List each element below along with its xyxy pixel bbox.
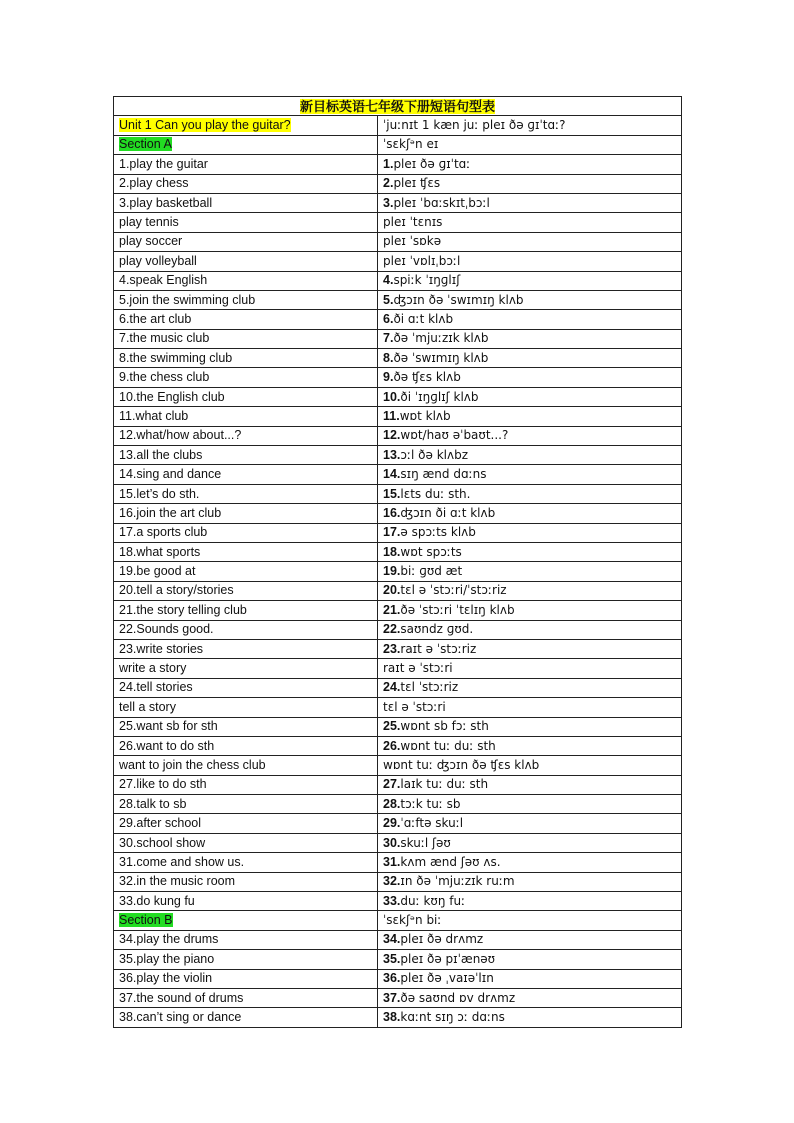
phonetic-transcription: ʤɔɪn ðə ˈswɪmɪŋ klʌb bbox=[393, 292, 524, 307]
english-phrase: 28.talk to sb bbox=[119, 796, 187, 811]
item-number: 4. bbox=[383, 273, 394, 288]
english-phrase-cell bbox=[114, 930, 378, 949]
table-row bbox=[114, 872, 682, 891]
phonetic-cell bbox=[378, 717, 682, 736]
phonetic-cell bbox=[378, 736, 682, 755]
unit-title: Unit 1 Can you play the guitar? bbox=[119, 118, 291, 133]
phonetic-transcription: kʌm ænd ʃəʊ ʌs. bbox=[400, 854, 501, 869]
phonetic-transcription: ə spɔːts klʌb bbox=[400, 525, 476, 540]
english-phrase-cell bbox=[114, 581, 378, 600]
phonetic-transcription: wɒnt tuː duː sth bbox=[400, 738, 496, 753]
phonetic-transcription: ˈsɛkʃᵊn eɪ bbox=[383, 137, 439, 152]
english-phrase: want to join the chess club bbox=[119, 757, 266, 772]
phonetic-cell bbox=[378, 465, 682, 484]
english-phrase: 34.play the drums bbox=[119, 932, 219, 947]
table-row bbox=[114, 833, 682, 852]
english-phrase: play volleyball bbox=[119, 253, 197, 268]
english-phrase-cell bbox=[114, 678, 378, 697]
item-number: 35. bbox=[383, 951, 401, 966]
table-row bbox=[114, 795, 682, 814]
item-number: 26. bbox=[383, 738, 401, 753]
phonetic-cell bbox=[378, 271, 682, 290]
table-row bbox=[114, 174, 682, 193]
item-number: 34. bbox=[383, 932, 401, 947]
phonetic-cell bbox=[378, 310, 682, 329]
phonetic-cell bbox=[378, 814, 682, 833]
english-phrase-cell bbox=[114, 349, 378, 368]
english-phrase-cell bbox=[114, 252, 378, 271]
phonetic-transcription: ðə ˈswɪmɪŋ klʌb bbox=[393, 350, 489, 365]
item-number: 36. bbox=[383, 971, 401, 986]
phonetic-transcription: wɒnt sb fɔː sth bbox=[400, 719, 489, 734]
english-phrase: 22.Sounds good. bbox=[119, 622, 214, 637]
item-number: 30. bbox=[383, 835, 401, 850]
english-phrase: 30.school show bbox=[119, 835, 206, 850]
english-phrase-cell bbox=[114, 601, 378, 620]
item-number: 10. bbox=[383, 389, 401, 404]
phonetic-cell bbox=[378, 155, 682, 174]
phonetic-cell bbox=[378, 368, 682, 387]
table-row bbox=[114, 407, 682, 426]
table-title bbox=[114, 97, 682, 116]
table-row bbox=[114, 446, 682, 465]
english-phrase-cell bbox=[114, 193, 378, 212]
phonetic-cell bbox=[378, 698, 682, 717]
phonetic-transcription: ʤɔɪn ði ɑːt klʌb bbox=[400, 505, 496, 520]
phonetic-cell bbox=[378, 213, 682, 232]
english-phrase-cell bbox=[114, 116, 378, 135]
english-phrase: 21.the story telling club bbox=[119, 602, 247, 617]
item-number: 12. bbox=[383, 428, 401, 443]
phonetic-cell bbox=[378, 542, 682, 561]
phonetic-cell bbox=[378, 639, 682, 658]
phonetic-transcription: tɔːk tuː sb bbox=[400, 796, 461, 811]
item-number: 16. bbox=[383, 505, 401, 520]
phonetic-cell bbox=[378, 872, 682, 891]
item-number: 11. bbox=[383, 408, 400, 423]
phonetic-transcription: pleɪ ðə pɪˈænəʊ bbox=[400, 951, 496, 966]
phonetic-transcription: laɪk tuː duː sth bbox=[400, 777, 489, 792]
english-phrase: 17.a sports club bbox=[119, 525, 208, 540]
phonetic-transcription: pleɪ ˈsɒkə bbox=[383, 234, 442, 249]
phonetic-cell bbox=[378, 775, 682, 794]
table-row bbox=[114, 639, 682, 658]
phonetic-cell bbox=[378, 988, 682, 1007]
item-number: 22. bbox=[383, 622, 401, 637]
item-number: 3. bbox=[383, 195, 394, 210]
table-row bbox=[114, 349, 682, 368]
phonetic-transcription: pleɪ ðə ˌvaɪəˈlɪn bbox=[400, 971, 494, 986]
phonetic-cell bbox=[378, 562, 682, 581]
english-phrase-cell bbox=[114, 271, 378, 290]
table-row bbox=[114, 368, 682, 387]
phonetic-transcription: lɛts duː sth. bbox=[400, 486, 471, 501]
item-number: 14. bbox=[383, 467, 401, 482]
english-phrase-cell bbox=[114, 542, 378, 561]
phrase-table-body bbox=[114, 97, 682, 1028]
item-number: 37. bbox=[383, 990, 401, 1005]
english-phrase-cell bbox=[114, 620, 378, 639]
item-number: 29. bbox=[383, 816, 401, 831]
table-row bbox=[114, 213, 682, 232]
phonetic-transcription: wɒnt tuː ʤɔɪn ðə ʧɛs klʌb bbox=[383, 757, 540, 772]
table-row bbox=[114, 678, 682, 697]
english-phrase: 32.in the music room bbox=[119, 874, 236, 889]
title-row bbox=[114, 97, 682, 116]
section-label: Section A bbox=[119, 137, 172, 152]
item-number: 8. bbox=[383, 350, 394, 365]
phonetic-cell bbox=[378, 407, 682, 426]
english-phrase: 6.the art club bbox=[119, 311, 192, 326]
item-number: 23. bbox=[383, 641, 401, 656]
english-phrase-cell bbox=[114, 969, 378, 988]
english-phrase-cell bbox=[114, 717, 378, 736]
english-phrase-cell bbox=[114, 562, 378, 581]
item-number: 5. bbox=[383, 292, 394, 307]
phonetic-transcription: raɪt ə ˈstɔːriz bbox=[400, 641, 477, 656]
phonetic-transcription: ðə saʊnd ɒv drʌmz bbox=[400, 990, 516, 1005]
phonetic-cell bbox=[378, 892, 682, 911]
phonetic-transcription: ɪn ðə ˈmjuːzɪk ruːm bbox=[400, 874, 515, 889]
phonetic-cell bbox=[378, 853, 682, 872]
english-phrase: 25.want sb for sth bbox=[119, 719, 218, 734]
table-row bbox=[114, 329, 682, 348]
english-phrase-cell bbox=[114, 465, 378, 484]
item-number: 15. bbox=[383, 486, 401, 501]
phonetic-transcription: skuːl ʃəʊ bbox=[400, 835, 451, 850]
table-row bbox=[114, 290, 682, 309]
english-phrase: 11.what club bbox=[119, 408, 189, 423]
english-phrase-cell bbox=[114, 892, 378, 911]
english-phrase-cell bbox=[114, 950, 378, 969]
english-phrase: 33.do kung fu bbox=[119, 893, 195, 908]
phonetic-cell bbox=[378, 174, 682, 193]
english-phrase-cell bbox=[114, 756, 378, 775]
phonetic-transcription: tɛl ə ˈstɔːri bbox=[383, 699, 446, 714]
english-phrase-cell bbox=[114, 155, 378, 174]
phonetic-transcription: pleɪ ðə ɡɪˈtɑː bbox=[393, 156, 471, 171]
phonetic-cell bbox=[378, 756, 682, 775]
phonetic-transcription: ˈɑːftə skuːl bbox=[400, 816, 464, 831]
phonetic-transcription: ˈsɛkʃᵊn biː bbox=[383, 913, 442, 928]
english-phrase: 36.play the violin bbox=[119, 971, 213, 986]
english-phrase: 12.what/how about...? bbox=[119, 428, 242, 443]
unit-header-row bbox=[114, 116, 682, 135]
phonetic-transcription: wɒt/haʊ əˈbaʊt...? bbox=[400, 428, 509, 443]
table-row bbox=[114, 504, 682, 523]
phonetic-cell bbox=[378, 329, 682, 348]
phonetic-cell bbox=[378, 446, 682, 465]
item-number: 6. bbox=[383, 311, 394, 326]
table-row bbox=[114, 387, 682, 406]
item-number: 9. bbox=[383, 370, 394, 385]
english-phrase-cell bbox=[114, 639, 378, 658]
english-phrase-cell bbox=[114, 407, 378, 426]
table-row bbox=[114, 950, 682, 969]
table-row bbox=[114, 717, 682, 736]
english-phrase-cell bbox=[114, 1008, 378, 1027]
english-phrase-cell bbox=[114, 232, 378, 251]
phonetic-cell bbox=[378, 911, 682, 930]
phonetic-transcription: pleɪ ˈbɑːskɪtˌbɔːl bbox=[393, 195, 490, 210]
table-row bbox=[114, 426, 682, 445]
phonetic-transcription: ðə ʧɛs klʌb bbox=[393, 370, 461, 385]
phonetic-transcription: ði ˈɪŋɡlɪʃ klʌb bbox=[400, 389, 479, 404]
english-phrase: 13.all the clubs bbox=[119, 447, 203, 462]
english-phrase-cell bbox=[114, 213, 378, 232]
item-number: 20. bbox=[383, 583, 401, 598]
table-row bbox=[114, 155, 682, 174]
english-phrase: 9.the chess club bbox=[119, 370, 210, 385]
table-row bbox=[114, 1008, 682, 1027]
english-phrase-cell bbox=[114, 775, 378, 794]
table-row bbox=[114, 930, 682, 949]
phonetic-cell bbox=[378, 116, 682, 135]
english-phrase: play soccer bbox=[119, 234, 183, 249]
section-header-row bbox=[114, 911, 682, 930]
table-row bbox=[114, 465, 682, 484]
english-phrase: 38.can’t sing or dance bbox=[119, 1010, 242, 1025]
phonetic-transcription: duː kʊŋ fuː bbox=[400, 893, 466, 908]
english-phrase: 37.the sound of drums bbox=[119, 990, 244, 1005]
phonetic-cell bbox=[378, 833, 682, 852]
table-row bbox=[114, 232, 682, 251]
item-number: 17. bbox=[383, 525, 401, 540]
english-phrase: 31.come and show us. bbox=[119, 854, 245, 869]
table-row bbox=[114, 892, 682, 911]
english-phrase: 15.let’s do sth. bbox=[119, 486, 200, 501]
phonetic-transcription: biː ɡʊd æt bbox=[400, 564, 463, 579]
english-phrase: 24.tell stories bbox=[119, 680, 193, 695]
english-phrase-cell bbox=[114, 290, 378, 309]
table-row bbox=[114, 193, 682, 212]
english-phrase-cell bbox=[114, 426, 378, 445]
item-number: 13. bbox=[383, 447, 401, 462]
phonetic-cell bbox=[378, 930, 682, 949]
table-row bbox=[114, 814, 682, 833]
english-phrase-cell bbox=[114, 795, 378, 814]
phonetic-transcription: ðə ˈmjuːzɪk klʌb bbox=[393, 331, 489, 346]
english-phrase: 18.what sports bbox=[119, 544, 201, 559]
english-phrase-cell bbox=[114, 833, 378, 852]
english-phrase: 29.after school bbox=[119, 816, 201, 831]
table-row bbox=[114, 542, 682, 561]
table-row bbox=[114, 601, 682, 620]
phonetic-transcription: ði ɑːt klʌb bbox=[393, 311, 454, 326]
english-phrase: 7.the music club bbox=[119, 331, 210, 346]
phonetic-transcription: kɑːnt sɪŋ ɔː dɑːns bbox=[400, 1010, 505, 1025]
item-number: 25. bbox=[383, 719, 401, 734]
english-phrase-cell bbox=[114, 872, 378, 891]
english-phrase-cell bbox=[114, 988, 378, 1007]
table-row bbox=[114, 581, 682, 600]
phonetic-transcription: tɛl ə ˈstɔːri/ˈstɔːriz bbox=[400, 583, 507, 598]
item-number: 19. bbox=[383, 564, 401, 579]
item-number: 27. bbox=[383, 777, 401, 792]
phonetic-cell bbox=[378, 659, 682, 678]
phonetic-transcription: pleɪ ʧɛs bbox=[393, 176, 441, 191]
table-row bbox=[114, 853, 682, 872]
phonetic-cell bbox=[378, 678, 682, 697]
phonetic-cell bbox=[378, 349, 682, 368]
english-phrase: 8.the swimming club bbox=[119, 350, 233, 365]
english-phrase-cell bbox=[114, 911, 378, 930]
phonetic-cell bbox=[378, 426, 682, 445]
item-number: 32. bbox=[383, 874, 401, 889]
phonetic-transcription: spiːk ˈɪŋɡlɪʃ bbox=[393, 273, 461, 288]
english-phrase: 27.like to do sth bbox=[119, 777, 207, 792]
english-phrase: 10.the English club bbox=[119, 389, 225, 404]
table-row bbox=[114, 736, 682, 755]
phonetic-cell bbox=[378, 969, 682, 988]
item-number: 21. bbox=[383, 602, 401, 617]
table-row bbox=[114, 659, 682, 678]
english-phrase-cell bbox=[114, 310, 378, 329]
english-phrase: 19.be good at bbox=[119, 564, 196, 579]
english-phrase: 4.speak English bbox=[119, 273, 208, 288]
phonetic-transcription: pleɪ ðə drʌmz bbox=[400, 932, 484, 947]
phonetic-cell bbox=[378, 135, 682, 154]
english-phrase-cell bbox=[114, 174, 378, 193]
phonetic-transcription: wɒt spɔːts bbox=[400, 544, 462, 559]
phonetic-transcription: ɔːl ðə klʌbz bbox=[400, 447, 469, 462]
item-number: 2. bbox=[383, 176, 394, 191]
english-phrase: 2.play chess bbox=[119, 176, 189, 191]
phonetic-cell bbox=[378, 193, 682, 212]
phonetic-transcription: ðə ˈstɔːri ˈtɛlɪŋ klʌb bbox=[400, 602, 515, 617]
phonetic-transcription: wɒt klʌb bbox=[399, 408, 451, 423]
english-phrase-cell bbox=[114, 446, 378, 465]
english-phrase: 5.join the swimming club bbox=[119, 292, 256, 307]
item-number: 1. bbox=[383, 156, 394, 171]
phonetic-transcription: pleɪ ˈtɛnɪs bbox=[383, 215, 443, 230]
table-row bbox=[114, 271, 682, 290]
phonetic-cell bbox=[378, 581, 682, 600]
english-phrase-cell bbox=[114, 736, 378, 755]
english-phrase-cell bbox=[114, 135, 378, 154]
item-number: 24. bbox=[383, 680, 401, 695]
phrase-table bbox=[113, 96, 682, 1028]
table-row bbox=[114, 484, 682, 503]
phonetic-cell bbox=[378, 484, 682, 503]
english-phrase-cell bbox=[114, 484, 378, 503]
phonetic-transcription: sɪŋ ænd dɑːns bbox=[400, 467, 487, 482]
item-number: 31. bbox=[383, 854, 401, 869]
phonetic-cell bbox=[378, 232, 682, 251]
table-row bbox=[114, 523, 682, 542]
item-number: 38. bbox=[383, 1010, 401, 1025]
phonetic-cell bbox=[378, 1008, 682, 1027]
english-phrase-cell bbox=[114, 523, 378, 542]
table-row bbox=[114, 562, 682, 581]
phonetic-cell bbox=[378, 252, 682, 271]
english-phrase: 16.join the art club bbox=[119, 505, 222, 520]
english-phrase-cell bbox=[114, 387, 378, 406]
table-row bbox=[114, 988, 682, 1007]
english-phrase: 23.write stories bbox=[119, 641, 204, 656]
english-phrase-cell bbox=[114, 853, 378, 872]
phonetic-cell bbox=[378, 950, 682, 969]
table-row bbox=[114, 698, 682, 717]
phonetic-cell bbox=[378, 795, 682, 814]
phonetic-cell bbox=[378, 387, 682, 406]
english-phrase: 26.want to do sth bbox=[119, 738, 215, 753]
english-phrase: 1.play the guitar bbox=[119, 156, 208, 171]
table-title-text: 新目标英语七年级下册短语句型表 bbox=[300, 98, 496, 114]
phonetic-transcription: pleɪ ˈvɒlɪˌbɔːl bbox=[383, 253, 461, 268]
phonetic-transcription: ˈjuːnɪt 1 kæn juː pleɪ ðə ɡɪˈtɑː? bbox=[383, 118, 566, 133]
table-row bbox=[114, 756, 682, 775]
phonetic-cell bbox=[378, 504, 682, 523]
table-row bbox=[114, 252, 682, 271]
english-phrase-cell bbox=[114, 698, 378, 717]
section-header-row bbox=[114, 135, 682, 154]
english-phrase-cell bbox=[114, 659, 378, 678]
item-number: 33. bbox=[383, 893, 401, 908]
item-number: 18. bbox=[383, 544, 401, 559]
english-phrase-cell bbox=[114, 329, 378, 348]
table-row bbox=[114, 775, 682, 794]
english-phrase-cell bbox=[114, 504, 378, 523]
phonetic-transcription: saʊndz ɡʊd. bbox=[400, 622, 474, 637]
phonetic-cell bbox=[378, 601, 682, 620]
english-phrase: 20.tell a story/stories bbox=[119, 583, 234, 598]
english-phrase: 3.play basketball bbox=[119, 195, 213, 210]
english-phrase: play tennis bbox=[119, 215, 179, 230]
table-row bbox=[114, 620, 682, 639]
phonetic-cell bbox=[378, 620, 682, 639]
item-number: 7. bbox=[383, 331, 394, 346]
english-phrase-cell bbox=[114, 368, 378, 387]
phonetic-cell bbox=[378, 523, 682, 542]
item-number: 28. bbox=[383, 796, 401, 811]
english-phrase: tell a story bbox=[119, 699, 176, 714]
english-phrase: 35.play the piano bbox=[119, 951, 215, 966]
english-phrase: write a story bbox=[119, 661, 187, 676]
section-label: Section B bbox=[119, 913, 173, 928]
phonetic-transcription: tɛl ˈstɔːriz bbox=[400, 680, 459, 695]
table-row bbox=[114, 310, 682, 329]
english-phrase: 14.sing and dance bbox=[119, 467, 222, 482]
english-phrase-cell bbox=[114, 814, 378, 833]
phonetic-cell bbox=[378, 290, 682, 309]
phonetic-transcription: raɪt ə ˈstɔːri bbox=[383, 661, 453, 676]
table-row bbox=[114, 969, 682, 988]
